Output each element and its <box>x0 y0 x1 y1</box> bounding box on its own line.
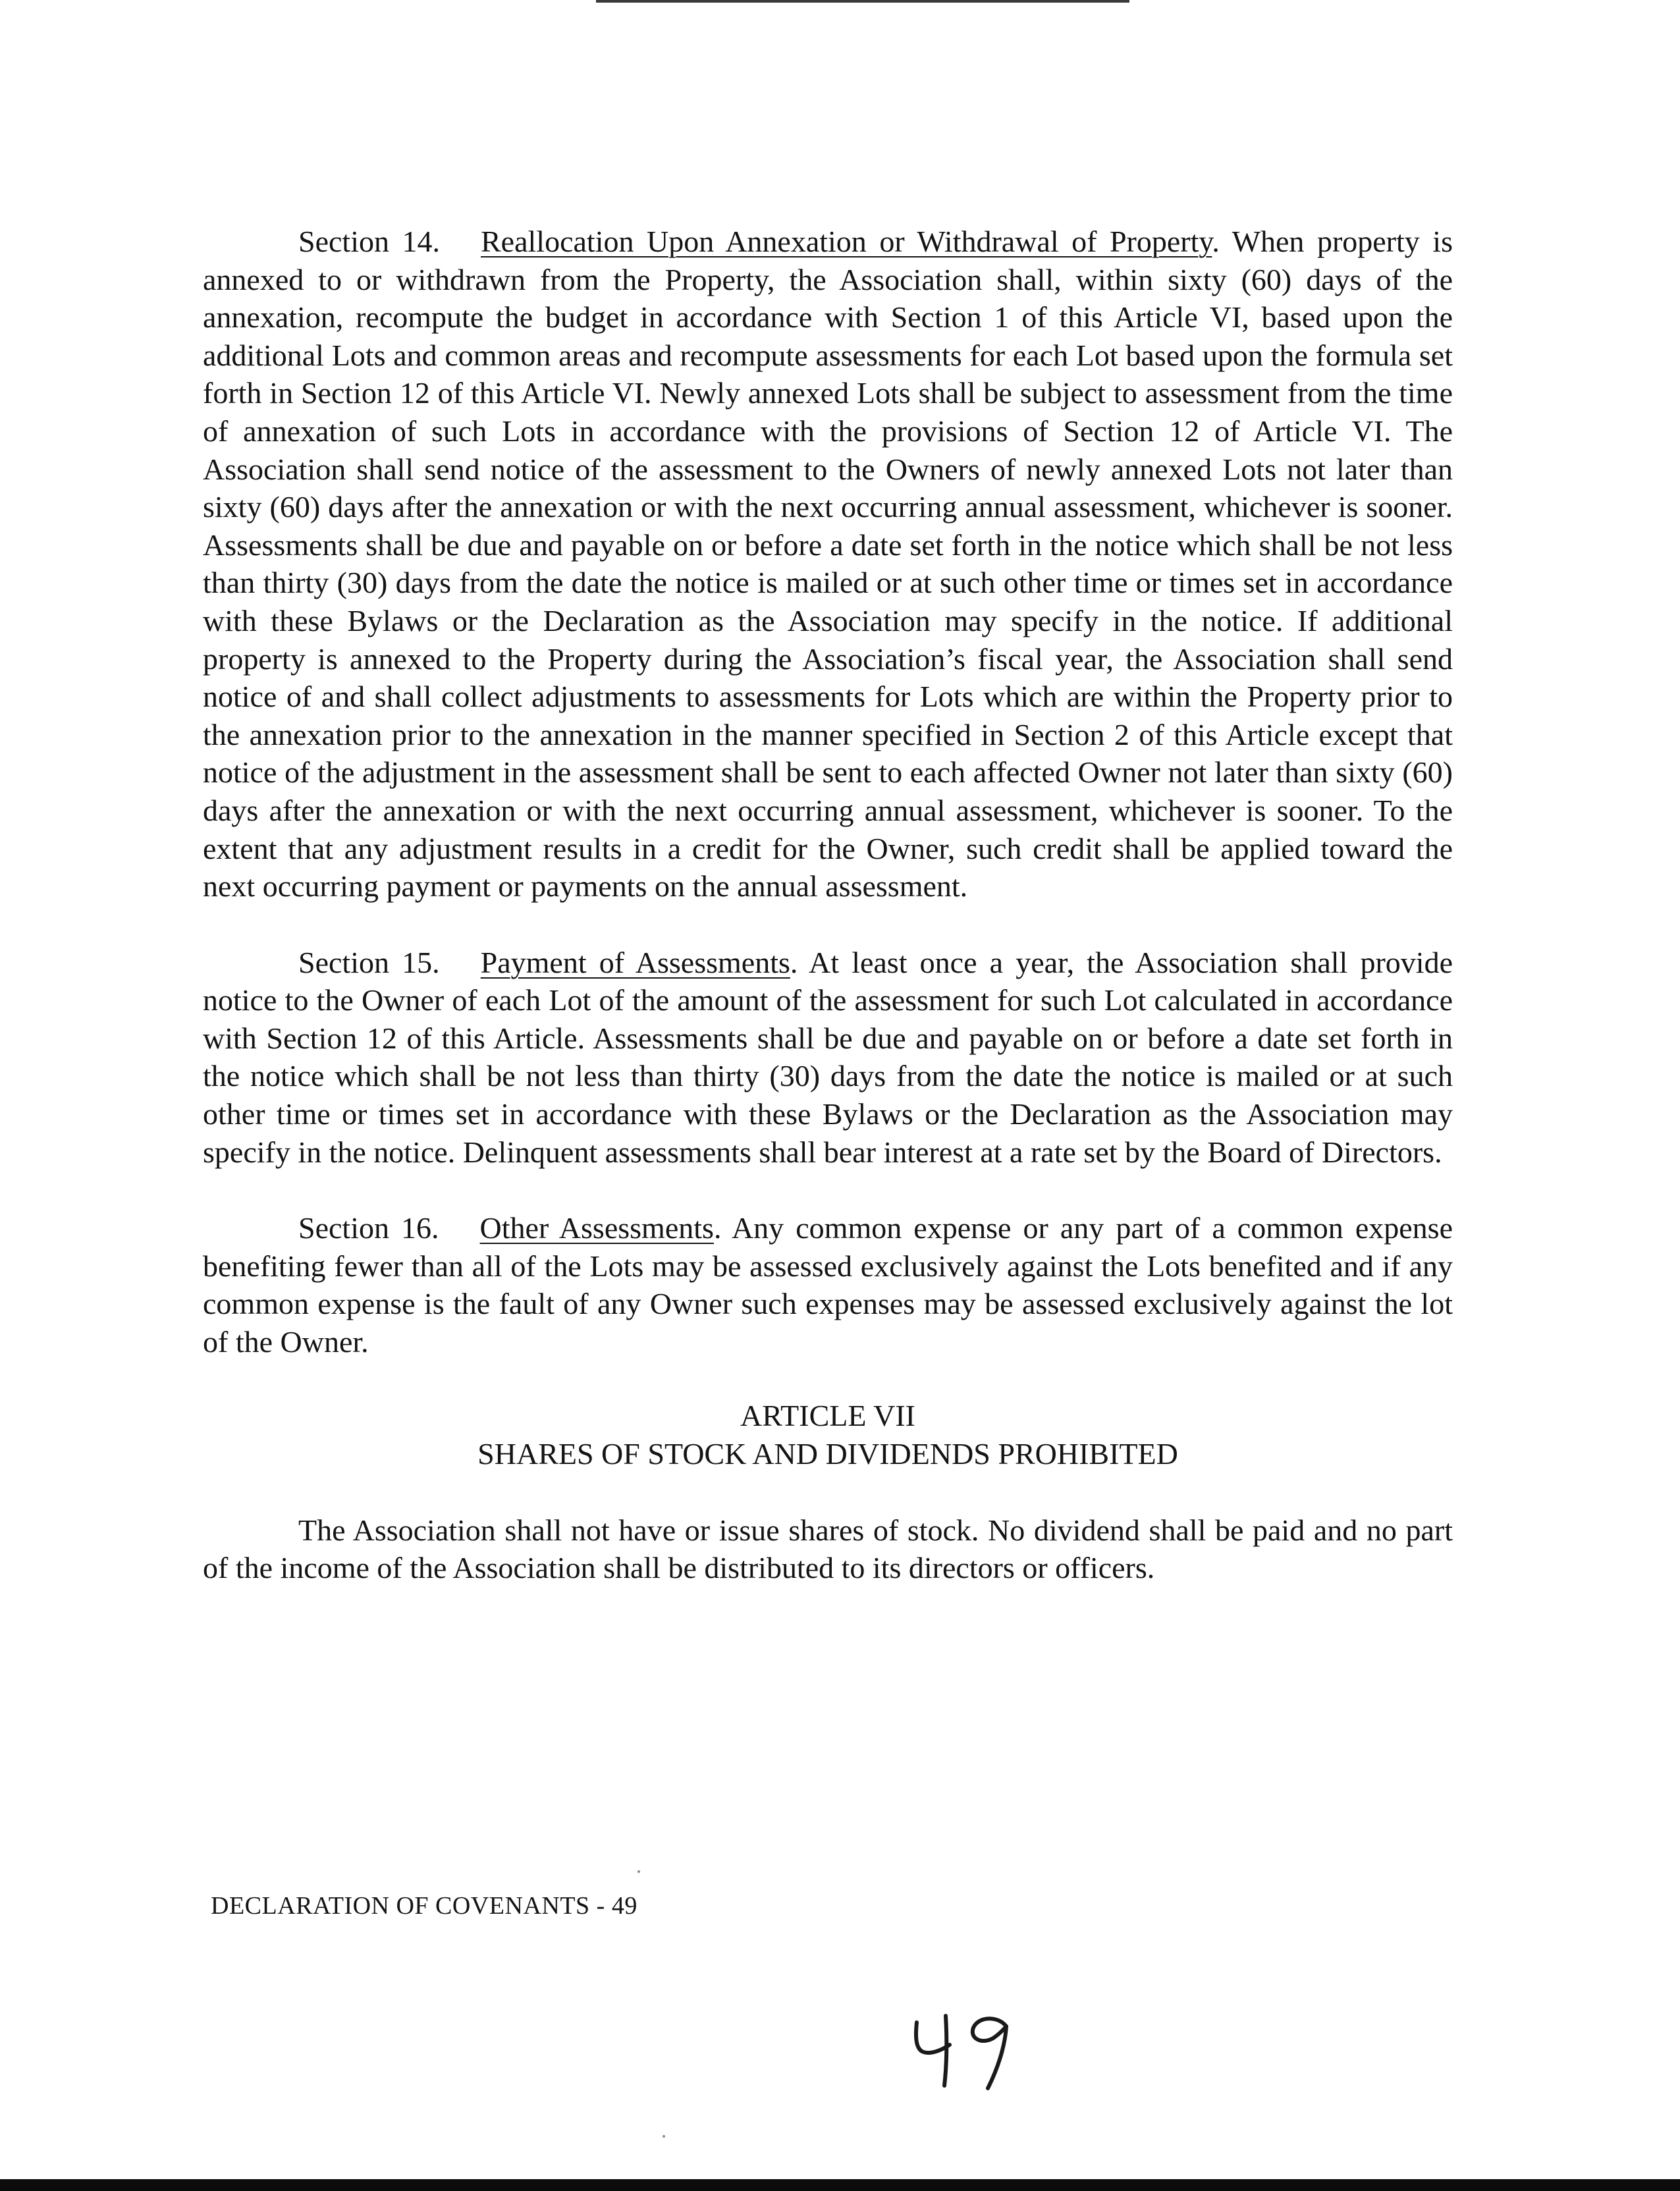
section-14-body: . When property is annexed to or withdrawn from the Property, the Association shall, within sixty (60) days of the annexation, recompute the budget in accordance with Section 1 of this Article VI, based upon the additional Lots and common areas and recompute assessments for each Lot based upon the formula set forth in Section 12 of this Article VI. Newly annexed Lots shall be subject to assessment from the time of annexation of such Lots in accordance with the provisions of Section 12 of Article VI. The Association shall send notice of the assessment to the Owners of newly annexed Lots not later than sixty (60) days after the annexation or with the next occurring annual assessment, whichever is sooner. Assessments shall be due and payable on or before a date set forth in the notice which shall be not less than thirty (30) days from the date the notice is mailed or at such other time or times set in accordance with these Bylaws or the Declaration as the Association may specify in the notice. If additional property is annexed to the Property during the Association’s fiscal year, the Association shall send notice of and shall collect adjustments to assessments for Lots which are within the Property prior to the annexation prior to the annexation in the manner specified in Section 2 of this Article except that notice of the adjustment in the assessment shall be sent to each affected Owner not later than sixty (60) days after the annexation or with the next occurring annual assessment, whichever is sooner. To the extent that any adjustment results in a credit for the Owner, such credit shall be applied toward the next occurring payment or payments on the annual assessment. <box>203 225 1453 904</box>
section-15-number: Section 15. <box>298 945 440 979</box>
article-heading: SHARES OF STOCK AND DIVIDENDS PROHIBITED <box>477 1436 1178 1471</box>
section-16-number: Section 16. <box>298 1211 439 1245</box>
section-14-paragraph <box>203 223 1453 906</box>
section-14-title: Reallocation Upon Annexation or Withdrawal of Property <box>481 225 1212 258</box>
section-16-paragraph <box>203 1209 1453 1361</box>
section-15-title: Payment of Assessments <box>480 945 790 979</box>
section-15-body: . At least once a year, the Association shall provide notice to the Owner of each Lot of the amount of the assessment for such Lot calculated in accordance with Section 12 of this Article. Assessments shall be due and payable on or before a date set forth in the notice which shall be not less than thirty (30) days from the date the notice is mailed or at such other time or times set in accordance with these Bylaws or the Declaration as the Association may specify in the notice. Delinquent assessments shall bear interest at a rate set by the Board of Directors. <box>203 945 1453 1169</box>
article-heading-block <box>203 1397 1453 1473</box>
scan-speck <box>637 1870 640 1873</box>
article-7-paragraph: The Association shall not have or issue shares of stock. No dividend shall be paid and no part of the income of the Association shall be distributed to its directors or officers. <box>203 1513 1453 1585</box>
scan-bottom-edge <box>0 2179 1680 2191</box>
section-14-number: Section 14. <box>298 225 440 258</box>
section-16-title: Other Assessments <box>479 1211 714 1245</box>
scan-speck <box>663 2135 665 2138</box>
article-number: ARTICLE VII <box>740 1398 915 1432</box>
document-body <box>203 223 1453 1587</box>
scan-top-edge-line <box>596 0 1129 3</box>
section-15-paragraph <box>203 944 1453 1172</box>
section-16-body: . Any common expense or any part of a common expense benefiting fewer than all of the Lots may be assessed exclusively against the Lots benefited and if any common expense is the fault of any Owner such expenses may be assessed exclusively against the lot of the Owner. <box>203 1211 1453 1359</box>
handwritten-page-number <box>908 1992 1019 2091</box>
page-footer: DECLARATION OF COVENANTS - 49 <box>211 1892 637 1920</box>
